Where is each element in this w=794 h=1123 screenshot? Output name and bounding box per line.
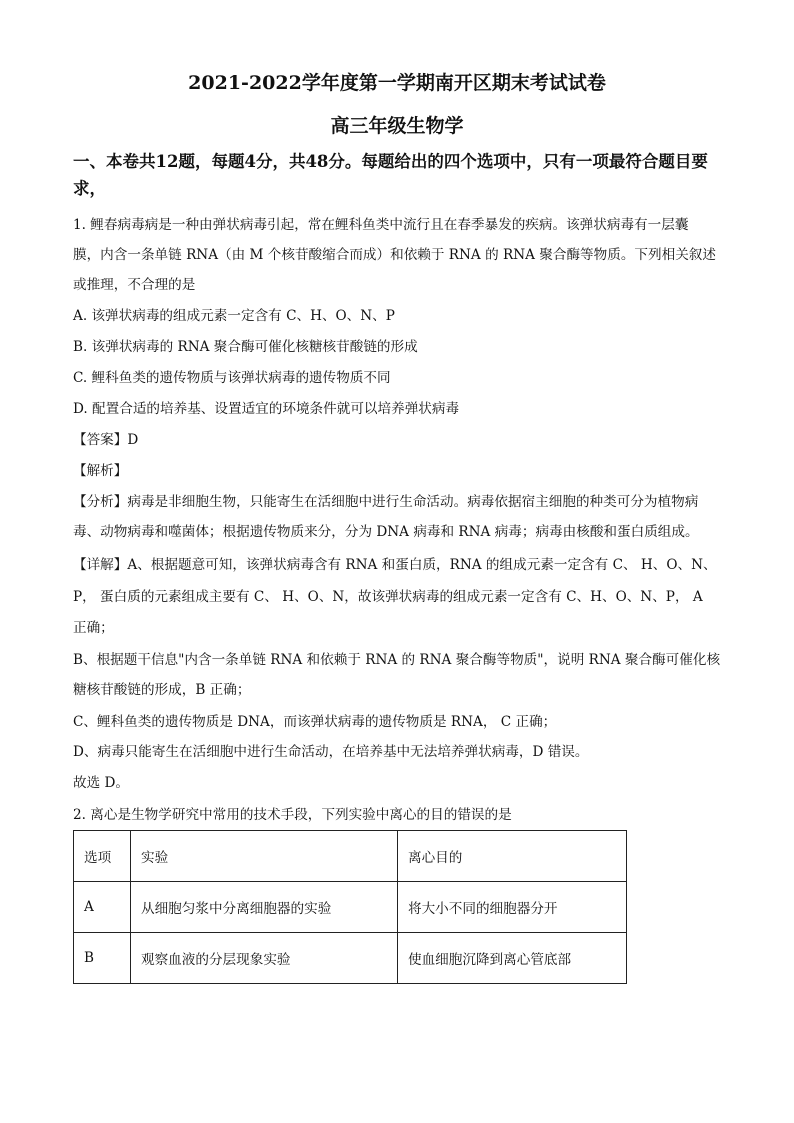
answer-value: D bbox=[127, 432, 139, 448]
table-cell: 从细胞匀浆中分离细胞器的实验 bbox=[131, 882, 398, 933]
table-cell: 观察血液的分层现象实验 bbox=[131, 933, 398, 984]
table-row bbox=[74, 933, 627, 984]
q1-option-d: D. 配置合适的培养基、设置适宜的环境条件就可以培养弹状病毒 bbox=[73, 401, 460, 417]
table-header-cell: 选项 bbox=[74, 831, 131, 882]
q1-option-b: B. 该弹状病毒的 RNA 聚合酶可催化核糖核苷酸链的形成 bbox=[73, 339, 418, 355]
q1-xiangjie-line-6: C、鲤科鱼类的遗传物质是 DNA，而该弹状病毒的遗传物质是 RNA， C 正确； bbox=[73, 714, 557, 730]
table-cell: 使血细胞沉降到离心管底部 bbox=[398, 933, 627, 984]
q1-fenxi-line-1 bbox=[73, 492, 698, 512]
q1-stem-line-2: 膜，内含一条单链 RNA（由 M 个核苷酸缩合而成）和依赖于 RNA 的 RNA 聚合酶等物质。下列相关叙述 bbox=[73, 247, 716, 263]
q1-xiangjie-line-4: B、根据题干信息"内含一条单链 RNA 和依赖于 RNA 的 RNA 聚合酶等物质"，说明 RNA 聚合酶可催化核 bbox=[73, 652, 721, 668]
fenxi-text-1: 病毒是非细胞生物，只能寄生在活细胞中进行生命活动。病毒依据宿主细胞的种类可分为植物病 bbox=[127, 494, 699, 510]
q1-analysis-label: 【解析】 bbox=[73, 463, 128, 479]
table-cell: A bbox=[74, 882, 131, 933]
xiangjie-label: 【详解】 bbox=[73, 557, 128, 573]
table-row bbox=[74, 882, 627, 933]
q2-table bbox=[73, 830, 627, 984]
table-cell: B bbox=[74, 933, 131, 984]
table-cell: 将大小不同的细胞器分开 bbox=[398, 882, 627, 933]
q2-stem: 2. 离心是生物学研究中常用的技术手段，下列实验中离心的目的错误的是 bbox=[73, 807, 512, 823]
q1-answer bbox=[73, 430, 138, 450]
q1-xiangjie-line-7: D、病毒只能寄生在活细胞中进行生命活动，在培养基中无法培养弹状病毒，D 错误。 bbox=[73, 744, 589, 760]
answer-label: 【答案】 bbox=[73, 432, 128, 448]
exam-subtitle: 高三年级生物学 bbox=[330, 115, 464, 137]
table-header-cell: 实验 bbox=[131, 831, 398, 882]
table-header-row bbox=[74, 831, 627, 882]
table-header-cell: 离心目的 bbox=[398, 831, 627, 882]
section-heading: 一、本卷共12题，每题4分，共48分。每题给出的四个选项中，只有一项最符合题目要求， bbox=[73, 152, 708, 198]
q1-option-c: C. 鲤科鱼类的遗传物质与该弹状病毒的遗传物质不同 bbox=[73, 370, 391, 386]
fenxi-label: 【分析】 bbox=[73, 494, 128, 510]
q1-xiangjie-line-8: 故选 D。 bbox=[73, 775, 130, 791]
q1-stem-line-3: 或推理，不合理的是 bbox=[73, 277, 196, 293]
q1-stem-line-1: 1. 鲤春病毒病是一种由弹状病毒引起，常在鲤科鱼类中流行且在春季暴发的疾病。该弹状病毒有一层囊 bbox=[73, 217, 689, 233]
xiangjie-text-1: A、根据题意可知，该弹状病毒含有 RNA 和蛋白质，RNA 的组成元素一定含有 C、 H、O、N、 bbox=[127, 557, 717, 573]
q1-xiangjie-line-2: P， 蛋白质的元素组成主要有 C、 H、O、N，故该弹状病毒的组成元素一定含有 C、H、O、N、P， A bbox=[73, 589, 703, 605]
q1-xiangjie-line-1 bbox=[73, 555, 717, 575]
q1-option-a: A. 该弹状病毒的组成元素一定含有 C、H、O、N、P bbox=[73, 308, 395, 324]
exam-title: 2021-2022学年度第一学期南开区期末考试试卷 bbox=[188, 72, 606, 94]
q1-fenxi-line-2: 毒、动物病毒和噬菌体；根据遗传物质来分，分为 DNA 病毒和 RNA 病毒；病毒由核酸和蛋白质组成。 bbox=[73, 524, 699, 540]
q1-xiangjie-line-3: 正确； bbox=[73, 620, 114, 636]
q1-xiangjie-line-5: 糖核苷酸链的形成，B 正确； bbox=[73, 682, 251, 698]
